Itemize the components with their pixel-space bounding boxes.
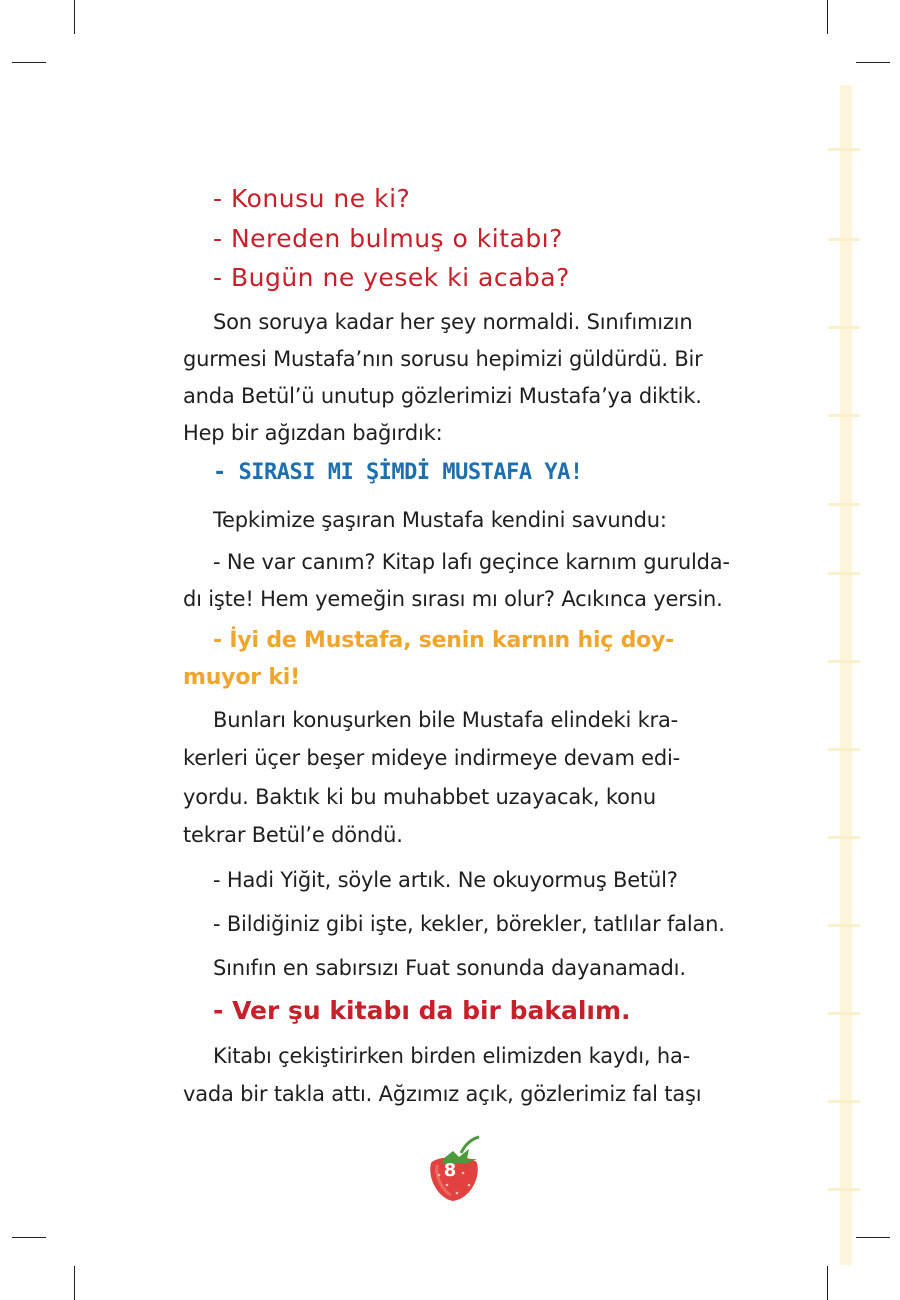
ruler-tick	[828, 1012, 860, 1015]
paragraph-line: tekrar Betül’e döndü.	[183, 823, 403, 847]
paragraph-line: kerleri üçer beşer mideye indirmeye devam edi-	[183, 746, 681, 770]
orange-line: - İyi de Mustafa, senin karnın hiç doy-	[213, 628, 675, 653]
paragraph-line: - Bildiğiniz gibi işte, kekler, börekler, tatlılar falan.	[213, 912, 725, 936]
ruler-tick	[828, 572, 860, 575]
crop-mark	[856, 62, 890, 63]
ruler-tick	[828, 326, 860, 329]
paragraph-line: Hep bir ağızdan bağırdık:	[183, 421, 443, 445]
paragraph-line: - Hadi Yiğit, söyle artık. Ne okuyormuş Betül?	[213, 868, 678, 892]
ruler-tick	[828, 1100, 860, 1103]
crop-mark	[74, 0, 75, 34]
page-number: 8	[443, 1160, 457, 1181]
paragraph-line: gurmesi Mustafa’nın sorusu hepimizi güldürdü. Bir	[183, 347, 703, 371]
ruler-tick	[828, 836, 860, 839]
dialogue-line: - Bugün ne yesek ki acaba?	[213, 263, 570, 292]
paragraph-line: Son soruya kadar her şey normaldi. Sınıfımızın	[213, 310, 693, 334]
ruler-tick	[828, 924, 860, 927]
paragraph-line: Bunları konuşurken bile Mustafa elindeki kra-	[213, 708, 679, 732]
red-dialogue-line: - Ver şu kitabı da bir bakalım.	[213, 996, 631, 1025]
paragraph-line: - Ne var canım? Kitap lafı geçince karnım gurulda-	[213, 550, 730, 574]
ruler-tick	[828, 148, 860, 151]
ruler-tick	[828, 238, 860, 241]
crop-mark	[74, 1266, 75, 1300]
paragraph-line: Tepkimize şaşıran Mustafa kendini savundu:	[213, 508, 667, 532]
crop-mark	[12, 62, 46, 63]
dialogue-line: - Konusu ne ki?	[213, 184, 411, 213]
ruler-tick	[828, 503, 860, 506]
crop-mark	[856, 1237, 890, 1238]
crop-mark	[827, 0, 828, 34]
paragraph-line: Kitabı çekiştirirken birden elimizden kaydı, ha-	[213, 1044, 690, 1068]
ruler-tick	[828, 748, 860, 751]
crop-mark	[12, 1237, 46, 1238]
ruler-tick	[828, 414, 860, 417]
dialogue-line: - Nereden bulmuş o kitabı?	[213, 224, 563, 253]
paragraph-line: yordu. Baktık ki bu muhabbet uzayacak, konu	[183, 785, 656, 809]
paragraph-line: anda Betül’ü unutup gözlerimizi Mustafa’ya diktik.	[183, 384, 702, 408]
crop-mark	[827, 1266, 828, 1300]
orange-line: muyor ki!	[183, 665, 300, 690]
ruler-tick	[828, 1188, 860, 1191]
shout-line: - SIRASI MI ŞİMDİ MUSTAFA YA!	[213, 460, 583, 485]
decorative-ruler	[840, 85, 852, 1265]
paragraph-line: Sınıfın en sabırsızı Fuat sonunda dayanamadı.	[213, 956, 686, 980]
paragraph-line: vada bir takla attı. Ağzımız açık, gözlerimiz fal taşı	[183, 1082, 702, 1106]
paragraph-line: dı işte! Hem yemeğin sırası mı olur? Acıkınca yersin.	[183, 587, 723, 611]
ruler-tick	[828, 660, 860, 663]
